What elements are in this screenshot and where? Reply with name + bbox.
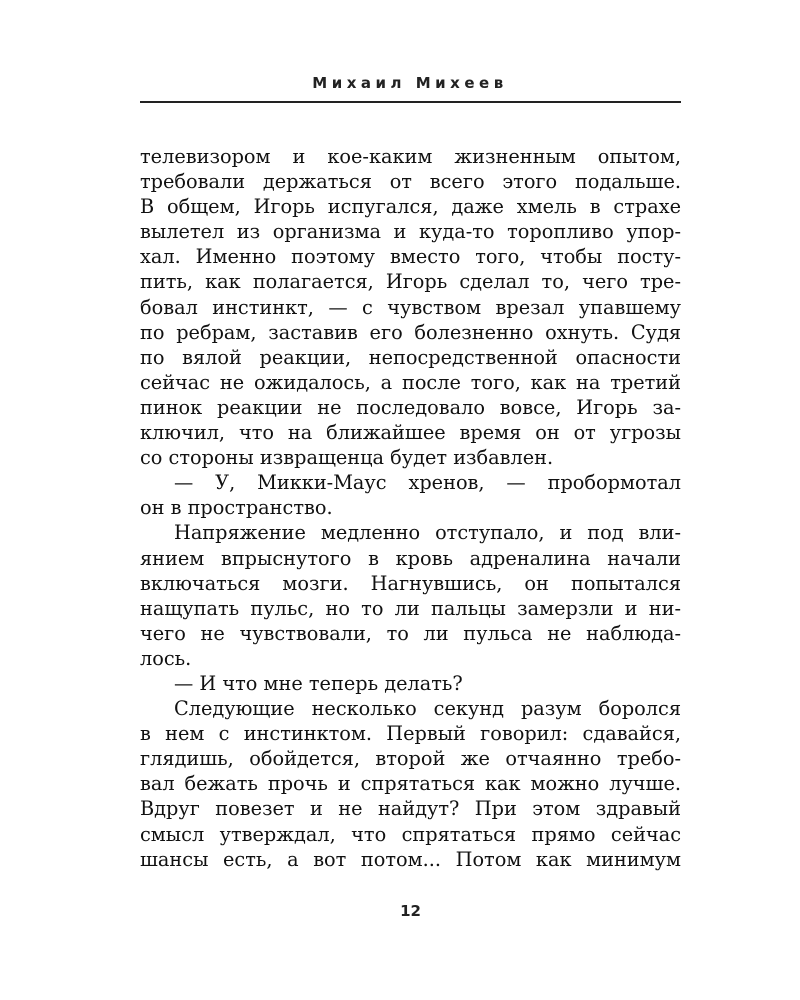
body-text [140, 144, 681, 872]
text-line: Напряжение медленно отступало, и под вли- [174, 521, 681, 545]
text-line: хал. Именно поэтому вместо того, чтобы посту- [140, 245, 681, 269]
text-line: по вялой реакции, непосредственной опасности [140, 345, 681, 369]
text-line: В общем, Игорь испугался, даже хмель в страхе [140, 195, 681, 219]
text-line: требовали держаться от всего этого подальше. [140, 170, 681, 194]
text-line: по ребрам, заставив его болезненно охнуть. Судя [140, 320, 681, 344]
text-line: глядишь, обойдется, второй же отчаянно требо- [140, 747, 681, 771]
text-line: бовал инстинкт, — с чувством врезал упавшему [140, 295, 681, 319]
text-line: смысл утверждал, что спрятаться прямо сейчас [140, 822, 681, 846]
text-line: вылетел из организма и куда-то торопливо упор- [140, 220, 681, 244]
text-line: вал бежать прочь и спрятаться как можно лучше. [140, 772, 681, 796]
header-rule [140, 101, 681, 103]
text-line: янием впрыснутого в кровь адреналина начали [140, 546, 681, 570]
text-line: он в пространство. [140, 496, 333, 520]
text-line: лось. [140, 646, 192, 670]
text-line: пинок реакции не последовало вовсе, Игорь за- [140, 395, 681, 419]
running-head-author: Михаил Михеев [312, 74, 508, 92]
page-number: 12 [400, 902, 421, 920]
text-line: чего не чувствовали, то ли пульса не наблюда- [140, 621, 681, 645]
text-line: — И что мне теперь делать? [174, 671, 463, 695]
text-line: телевизором и кое-каким жизненным опытом, [140, 145, 681, 168]
text-line: пить, как полагается, Игорь сделал то, чего тре- [140, 270, 681, 294]
text-line: Вдруг повезет и не найдут? При этом здравый [140, 797, 681, 821]
text-line: в нем с инстинктом. Первый говорил: сдавайся, [140, 722, 681, 746]
text-line: Следующие несколько секунд разум боролся [174, 697, 681, 721]
text-line: включаться мозги. Нагнувшись, он попытался [140, 571, 681, 595]
text-line: шансы есть, а вот потом... Потом как минимум [140, 847, 681, 871]
text-line: — У, Микки-Маус хренов, — пробормотал [174, 471, 681, 495]
text-line: сейчас не ожидалось, а после того, как на третий [140, 370, 681, 394]
text-line: нащупать пульс, но то ли пальцы замерзли и ни- [140, 596, 681, 620]
text-line: ключил, что на ближайшее время он от угрозы [140, 421, 681, 445]
text-line: со стороны извращенца будет избавлен. [140, 446, 554, 470]
